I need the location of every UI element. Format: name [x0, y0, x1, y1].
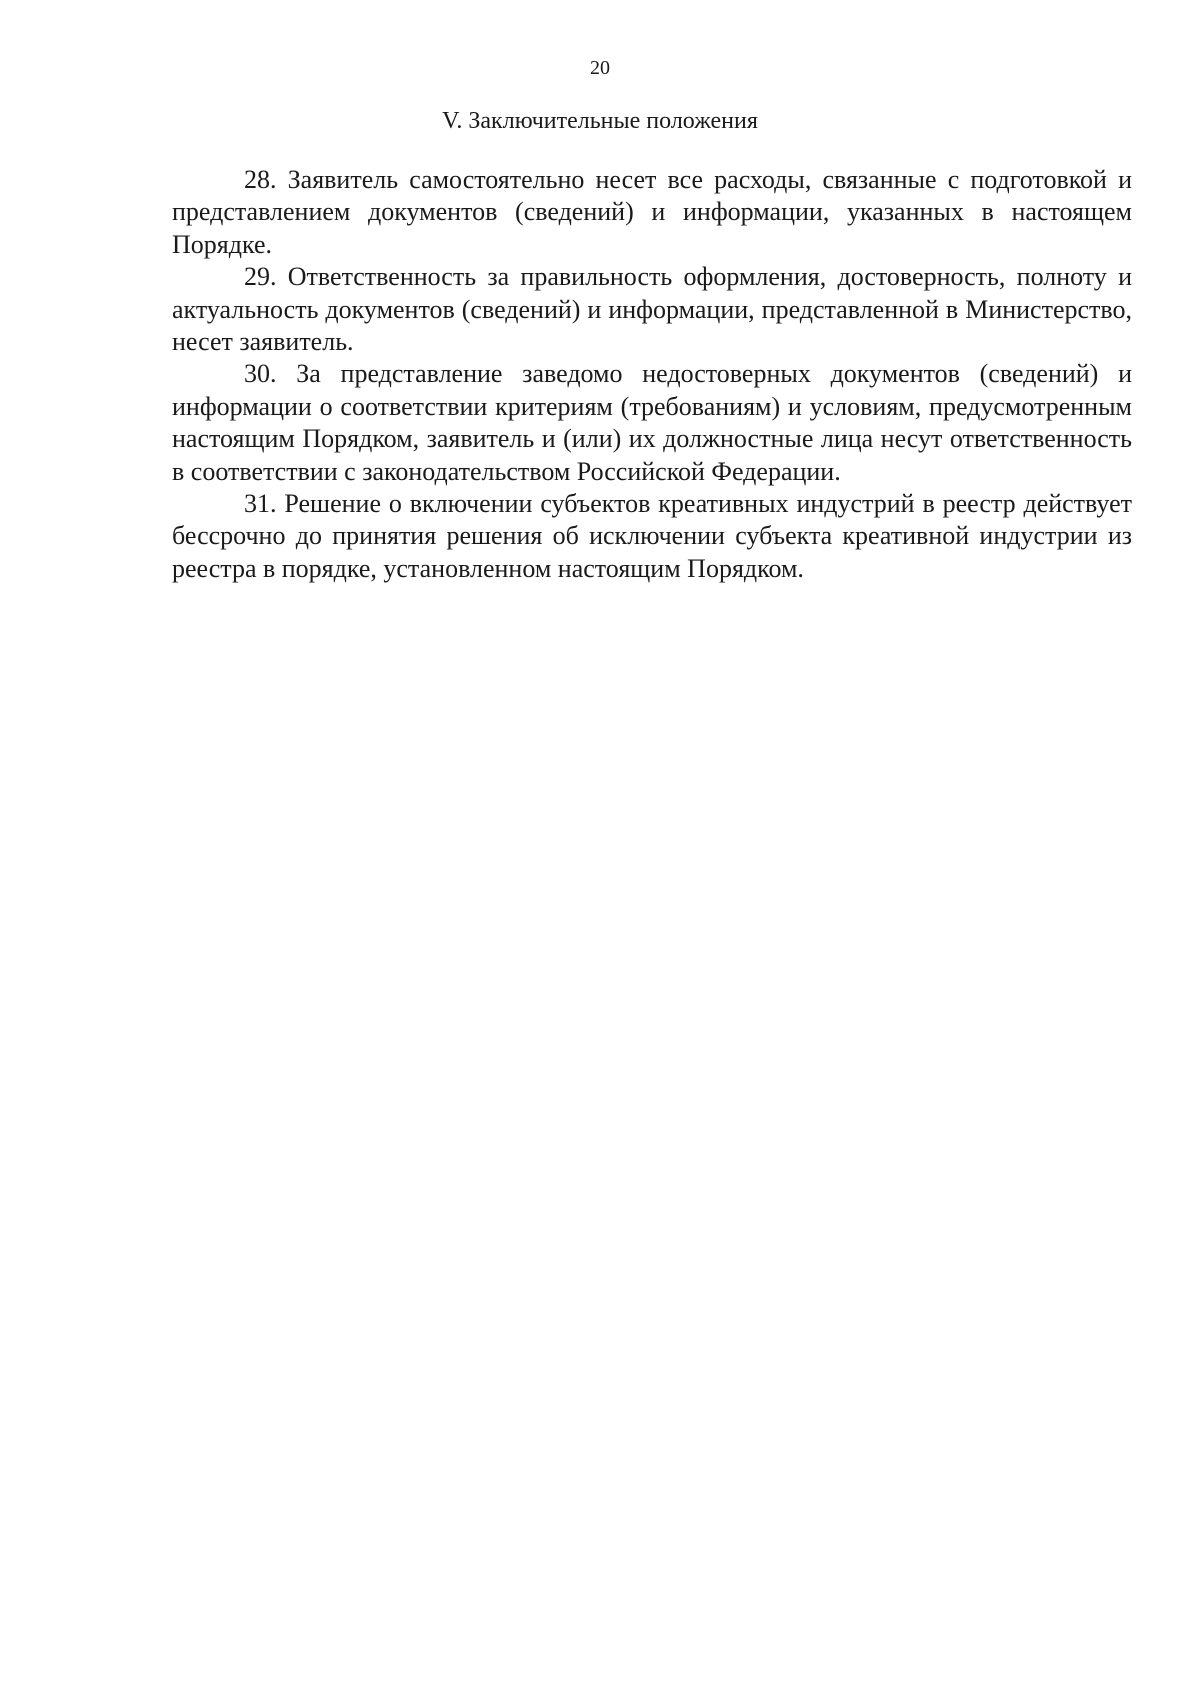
paragraph-28: 28. Заявитель самостоятельно несет все расходы, связанные с подготовкой и представлением документов (сведений) и информации, указанных в настоящем Порядке. [172, 165, 1132, 259]
document-body [172, 164, 1132, 585]
section-title: V. Заключительные положения [442, 108, 758, 134]
paragraph-30: 30. За представление заведомо недостоверных документов (сведений) и информации о соответствии критериям (требованиям) и условиям, предусмотренным настоящим Порядком, заявитель и (или) их должностные лица несут ответственность в соответствии с законодательством Российской Федерации. [172, 359, 1132, 486]
paragraph-31: 31. Решение о включении субъектов креативных индустрий в реестр действует бессрочно до принятия решения об исключении субъекта креативной индустрии из реестра в порядке, установленном настоящим Порядком. [172, 489, 1132, 583]
paragraph-29: 29. Ответственность за правильность оформления, достоверность, полноту и актуальность документов (сведений) и информации, представленной в Министерство, несет заявитель. [172, 262, 1132, 357]
page-number: 20 [590, 57, 610, 79]
